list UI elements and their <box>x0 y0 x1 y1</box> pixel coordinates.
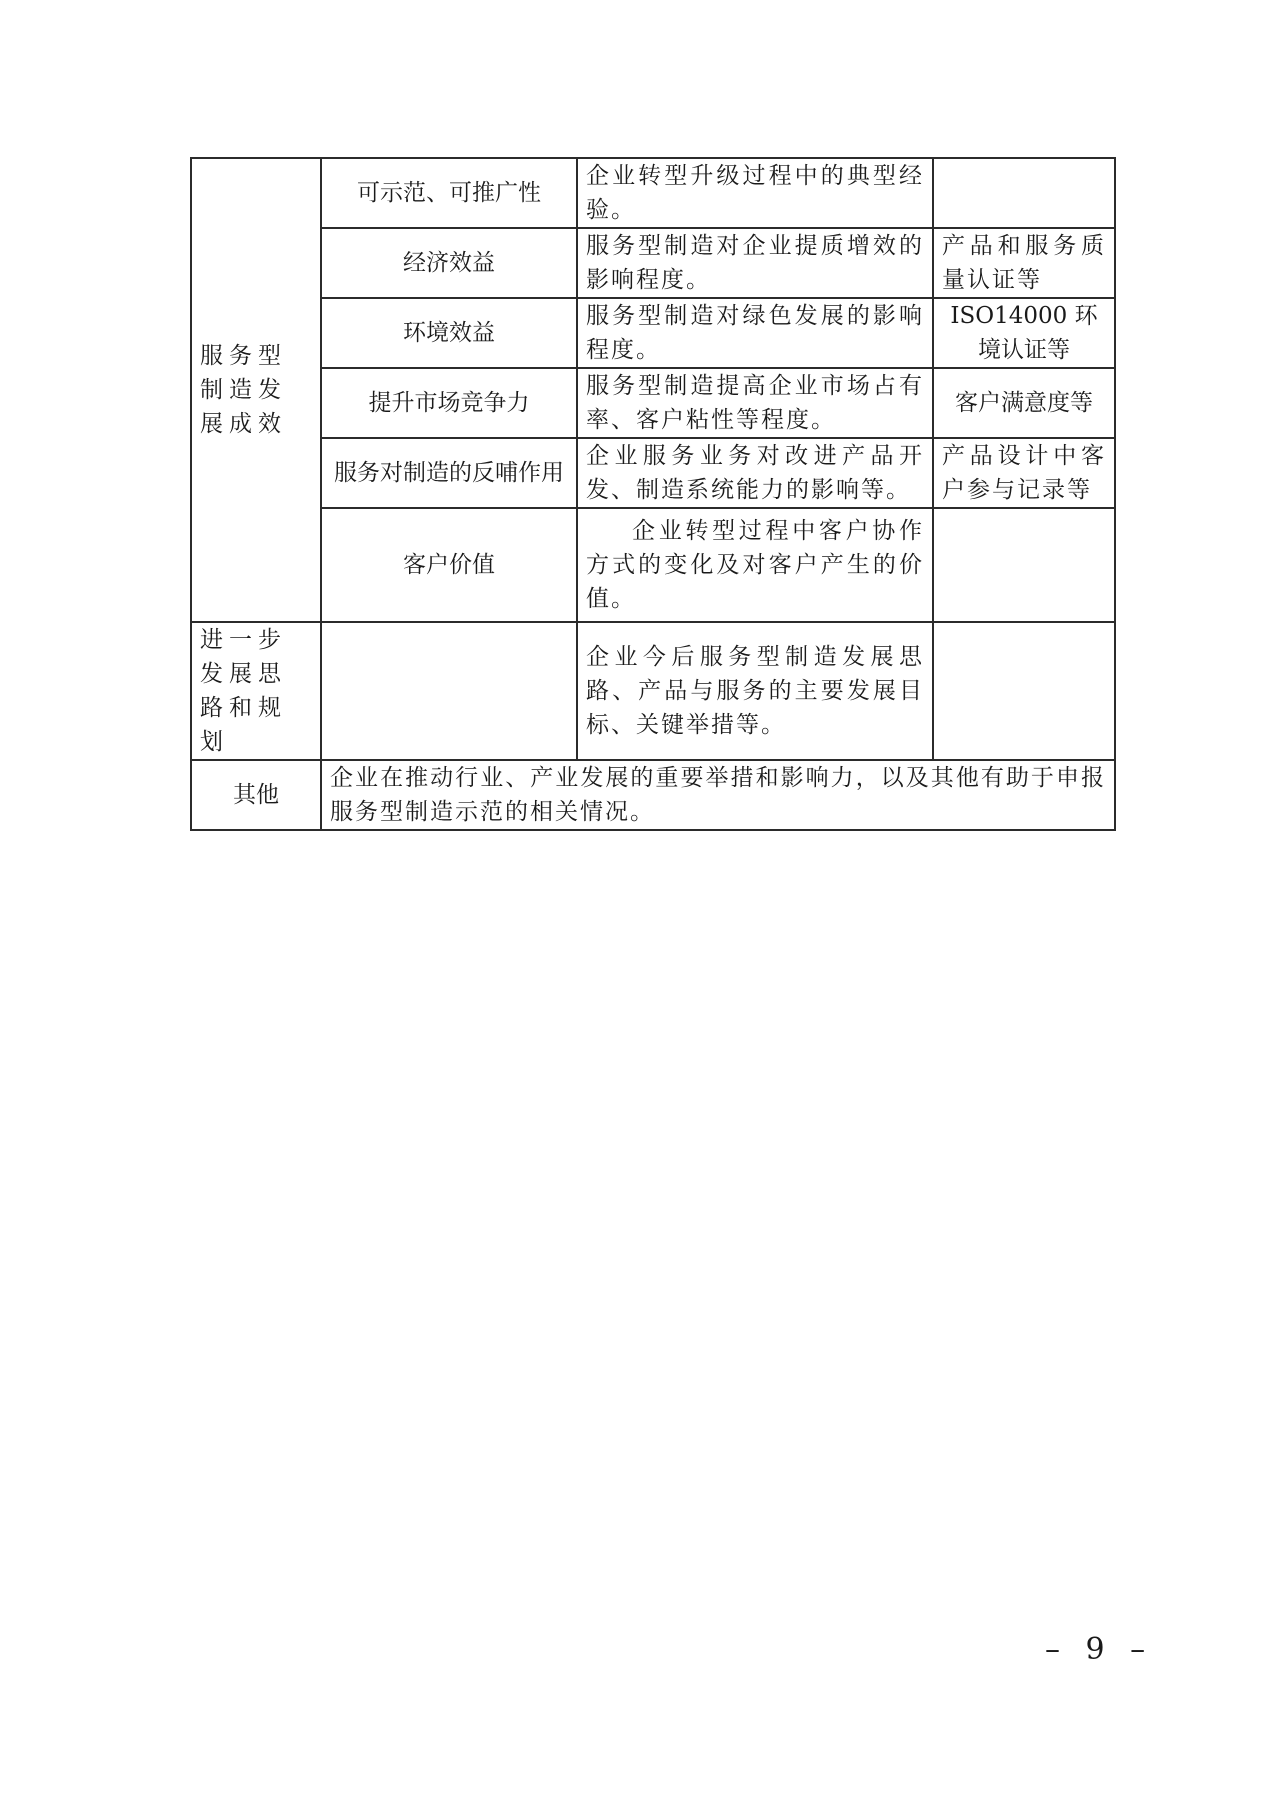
table-row <box>191 368 1115 438</box>
material-cell: 产品设计中客户参与记录等 <box>933 438 1115 508</box>
material-cell <box>933 622 1115 760</box>
category-cell-other: 其他 <box>191 760 321 830</box>
table-row <box>191 158 1115 228</box>
other-description-cell: 企业在推动行业、产业发展的重要举措和影响力，以及其他有助于申报服务型制造示范的相关情况。 <box>321 760 1115 830</box>
material-cell: 客户满意度等 <box>933 368 1115 438</box>
indicator-cell: 经济效益 <box>321 228 577 298</box>
indicator-cell <box>321 622 577 760</box>
description-cell: 企业转型过程中客户协作方式的变化及对客户产生的价值。 <box>577 508 933 622</box>
requirements-table <box>190 157 1116 831</box>
description-cell: 服务型制造提高企业市场占有率、客户粘性等程度。 <box>577 368 933 438</box>
description-cell: 企业服务业务对改进产品开发、制造系统能力的影响等。 <box>577 438 933 508</box>
description-cell: 企业转型升级过程中的典型经验。 <box>577 158 933 228</box>
indicator-cell: 环境效益 <box>321 298 577 368</box>
page-number: – 9 – <box>1045 1632 1154 1667</box>
indicator-cell: 提升市场竞争力 <box>321 368 577 438</box>
table-row <box>191 760 1115 830</box>
category-cell-effects: 服务型制造发展成效 <box>191 158 321 622</box>
table-row <box>191 508 1115 622</box>
material-cell: ISO14000 环境认证等 <box>933 298 1115 368</box>
material-cell <box>933 158 1115 228</box>
indicator-cell: 可示范、可推广性 <box>321 158 577 228</box>
table-row <box>191 228 1115 298</box>
material-cell <box>933 508 1115 622</box>
table-row <box>191 298 1115 368</box>
table-row <box>191 438 1115 508</box>
description-cell: 服务型制造对企业提质增效的影响程度。 <box>577 228 933 298</box>
table-row <box>191 622 1115 760</box>
category-cell-plan: 进一步发展思路和规划 <box>191 622 321 760</box>
description-cell: 企业今后服务型制造发展思路、产品与服务的主要发展目标、关键举措等。 <box>577 622 933 760</box>
description-cell: 服务型制造对绿色发展的影响程度。 <box>577 298 933 368</box>
indicator-cell: 客户价值 <box>321 508 577 622</box>
material-cell: 产品和服务质量认证等 <box>933 228 1115 298</box>
indicator-cell: 服务对制造的反哺作用 <box>321 438 577 508</box>
